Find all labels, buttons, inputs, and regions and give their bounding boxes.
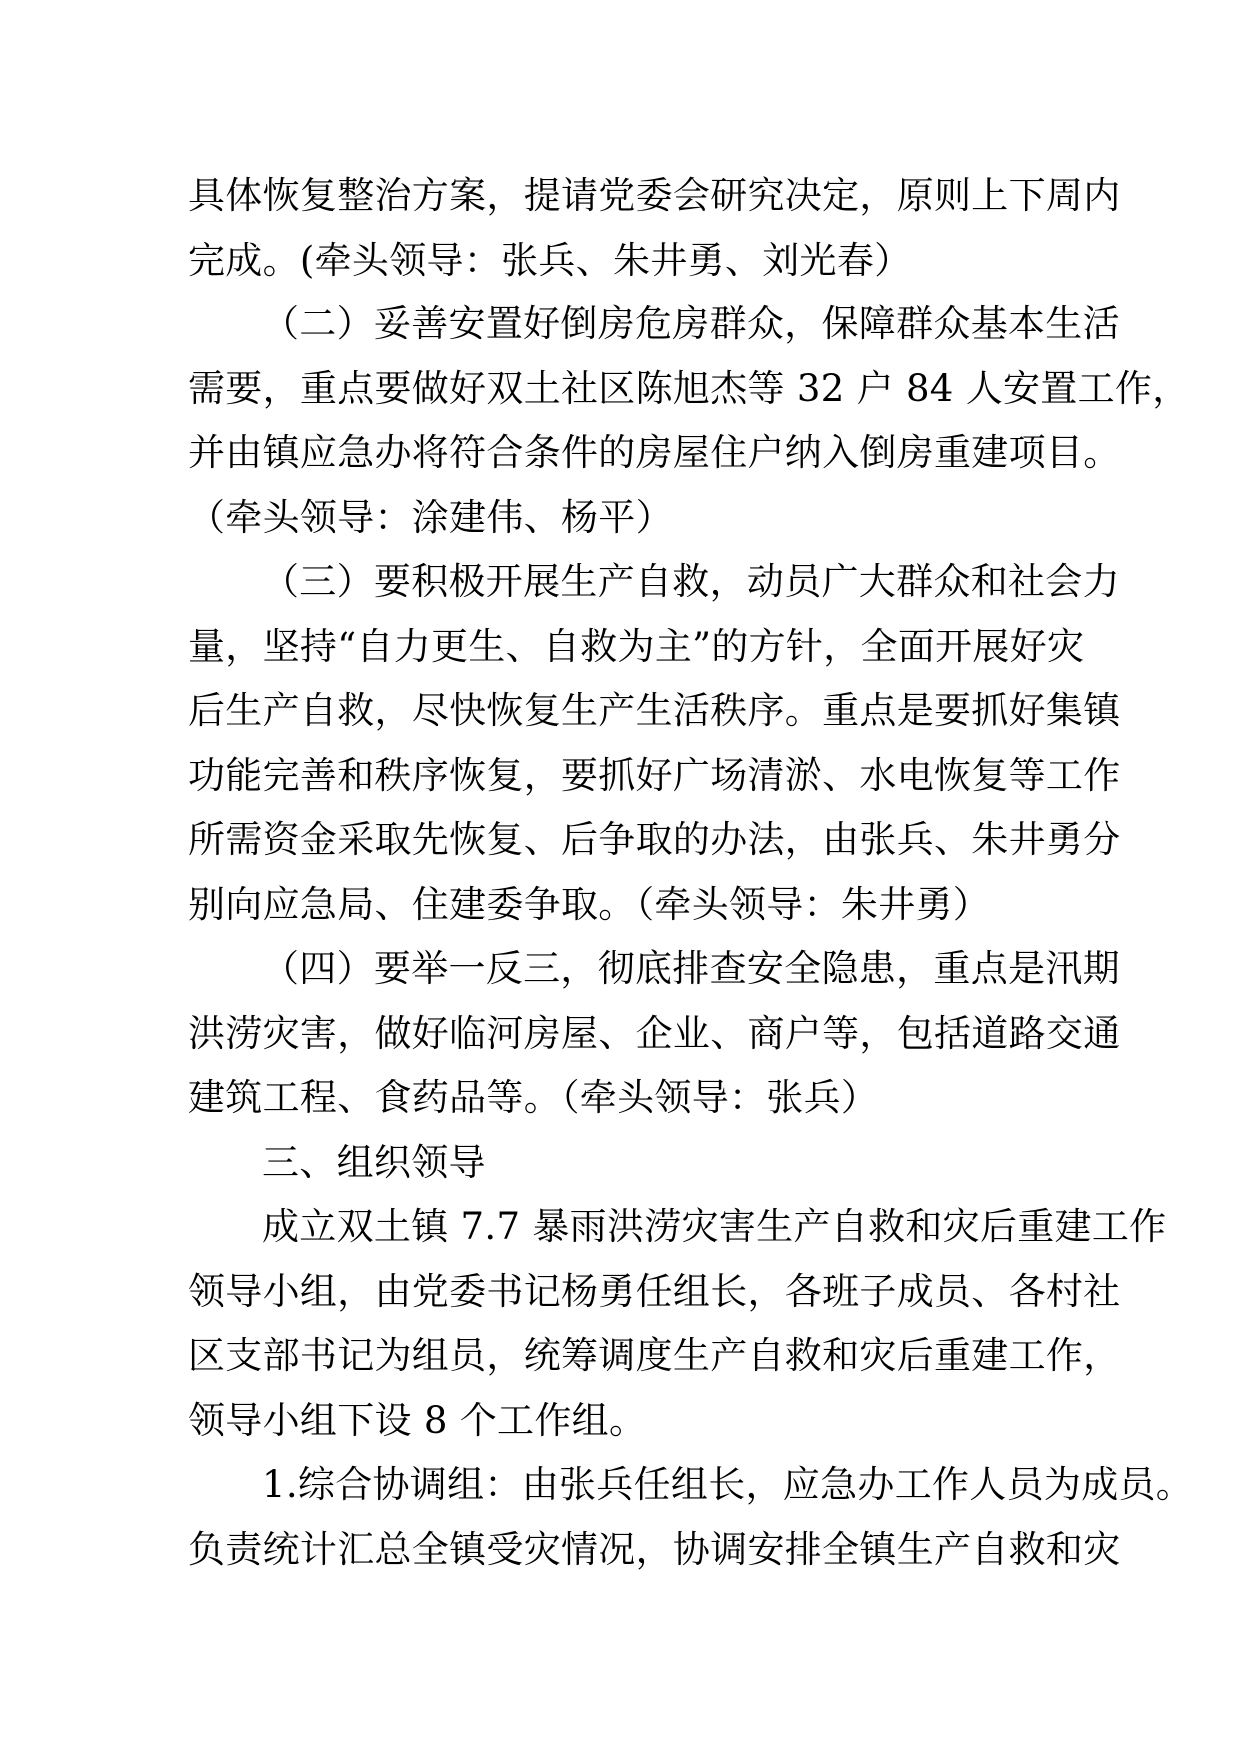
section-heading: 三、组织领导 — [262, 1141, 486, 1184]
text-line: 成立双土镇 7.7 暴雨洪涝灾害生产自救和灾后重建工作 — [262, 1205, 1167, 1248]
text-line: （牵头领导：涂建伟、杨平） — [188, 496, 673, 539]
text-line: 领导小组，由党委书记杨勇任组长，各班子成员、各村社 — [188, 1270, 1121, 1313]
text-line: 需要，重点要做好双土社区陈旭杰等 32 户 84 人安置工作， — [188, 367, 1190, 410]
text-line: 所需资金采取先恢复、后争取的办法，由张兵、朱井勇分 — [188, 818, 1121, 861]
text-line: 功能完善和秩序恢复，要抓好广场清淤、水电恢复等工作 — [188, 754, 1121, 797]
text-line: 区支部书记为组员，统筹调度生产自救和灾后重建工作， — [188, 1334, 1121, 1377]
paragraph-heading-3: （三）要积极开展生产自救，动员广大群众和社会力 — [262, 560, 1120, 603]
text-line: 后生产自救，尽快恢复生产生活秩序。重点是要抓好集镇 — [188, 689, 1121, 732]
text-line: 领导小组下设 8 个工作组。 — [188, 1399, 647, 1442]
text-line: 完成。(牵头领导：张兵、朱井勇、刘光春） — [188, 239, 912, 282]
paragraph-heading-2: （二）妥善安置好倒房危房群众，保障群众基本生活 — [262, 302, 1120, 345]
text-line: 并由镇应急办将符合条件的房屋住户纳入倒房重建项目。 — [188, 431, 1121, 474]
text-line: 建筑工程、食药品等。（牵头领导：张兵） — [188, 1076, 879, 1119]
list-item-heading: 1.综合协调组：由张兵任组长，应急办工作人员为成员。 — [262, 1463, 1194, 1506]
text-line: 具体恢复整治方案，提请党委会研究决定，原则上下周内 — [188, 174, 1121, 217]
text-line: 负责统计汇总全镇受灾情况，协调安排全镇生产自救和灾 — [188, 1528, 1121, 1571]
text-line: 洪涝灾害，做好临河房屋、企业、商户等，包括道路交通 — [188, 1012, 1121, 1055]
text-line: 别向应急局、住建委争取。（牵头领导：朱井勇） — [188, 883, 991, 926]
paragraph-heading-4: （四）要举一反三，彻底排查安全隐患，重点是汛期 — [262, 947, 1120, 990]
text-line: 量，坚持“自力更生、自救为主”的方针，全面开展好灾 — [188, 625, 1085, 668]
